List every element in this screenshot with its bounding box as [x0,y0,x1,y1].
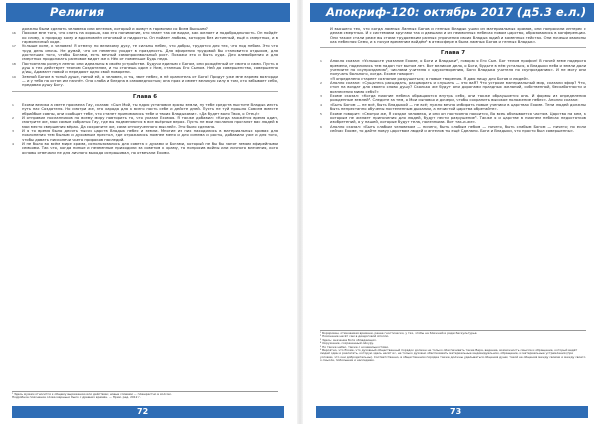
verse-text: должны были сделать человека или ангелов, который и живут в гармонии со Всем Высшим? [22,27,208,31]
verse-number: 3 [12,128,14,133]
verse [12,103,278,116]
verse [320,59,586,76]
verse-text: Ехоме сказал: «Когда нижние небеса обращаются внутрь себя, они также обраушоется она. И формы из определения рожденные землей⁴. Следите за тем, о Мои сыновья и дочери, чтобы сохранить высокое положение небес». Аполло сказал: [330,94,586,103]
footnotes [320,330,586,363]
page-header: Религия [6,3,290,22]
chapter-heading: Глава 6 [12,91,278,101]
verse [12,44,278,61]
verse [320,112,586,125]
verse-text: Апокло сказал: «Услышьте указание Ехоме, о Боги и Владыки², говорю я Его Сын. Бог телом профил! В ночей земе надерога времени, наделились тем надон тот вытом лет. Вот великое дело, о Боги, будьте в нём усталься, а Владыки неба и земли дали учениите по скупрозданию³, числами учителю с одухотворению, Боги Владыка учителя по скупрозданию». И не могу они получать больного, когда. Ехоме говорит: [330,59,587,77]
verse [12,116,278,129]
verse [320,81,586,94]
verse-number: 4 [320,102,322,107]
verse [12,31,278,44]
chapter-heading: Глава 7 [320,47,586,57]
verse [12,62,278,75]
verse-number: 17 [12,44,16,49]
page-body [320,27,586,133]
footnote: ⁴ Окружение, сохраненный ойкуру. [320,341,375,346]
page-number: 73 [450,407,462,416]
verse-number: 4 [12,141,14,146]
page-footer-bar [316,406,588,418]
verse-text: И я то время было десять тысяч царств Владык небес и земли. Многие из них находились в материальных кривах для поклонения тем былым и духовным престол, где отражались помнее меня и для синема и росты, добавили уже и для того, чтобы давать нисколечи чьего прироков наследий. [22,128,278,142]
page-header: Апокриф-120: октябрь 2017 (д5.3 е.л.) [310,3,594,22]
verse-number: 1 [320,59,322,64]
verse [12,129,278,142]
verse-number: 6 [320,124,322,129]
verse-text: Аполло сказал: «Быть слабым человеком — ничего, быть слабым небом — ничего, быть слабым Богом — ничего; но если сейчас Ехоме, то дайте повуу царствам людей и ангелов ты ещё Сделано. Боги и Владыки, что просто был совершенны». [330,124,586,133]
verse-text: Ехоме говорит: «Смотри же, Я создал человека, и они он постоянно покоится, Во всеь обязывается частям. Царство на кем, к которым не желает приночения для людей, будут нести разрушение⁵. Также я и царстве в нижнем небесах недостатков изобретений, а у нашей, которые будут тела, полезными. Вот так-и-же». [330,111,586,125]
verse-number: 2 [320,81,322,86]
verse-number: 19 [12,74,16,79]
verse [320,27,586,44]
page-number: 72 [137,407,149,416]
verse [12,142,278,155]
verse [320,103,586,112]
verse-text: Услыше коне, к человек! Я отмечу по великому духу, те сильны небес, что добры, трудятся для тех, что под небом. Это что труд день иночь. Не думай, что он неменно уходят в праздность. Для эфирения трудовой бы становится отдыхом, для достигших того, чтобы Богами, есть вечный самопроизвольный рост. Покажи это и быть куда. Для алевобрения и для смертных продолжать разновое видят же к Нёк от поменьше Будь неда. [22,44,278,62]
verse-text: Аполло сказал: «Сущьтесь расцидать, расцвирать и слушать — это ваЯ? Что устроил материальный мир, сказали эфир? Что, стон на воздат для своего слово душу? Сколько же будут они дорогами праздных желаний, собственной, бесхаботности и вознесения мимо себя?» [330,81,586,94]
right-page [300,0,600,424]
verse-text: Похоже мне того, что слить на хорошо, как его понимание, кто знает так ие видал, как желает и подобрадльность. Он пойдёт ко сливу, к природу кому и вдохновлён итоговый и пидросты. Он пойает любовь, которую без истинный, ещё к смертных, и в гармоничный ходе. [22,31,278,45]
footnote: ¹ Борирован, отмечаемая времени, ранее гностически, у тех, чтобы на ближний и ради бескультурья. [320,331,478,335]
verse [320,125,586,134]
footnote: Подробное пояснение слова маршьно было с древних времён. — Прим. ред. 2012 г. [12,395,141,400]
verse-text: Постоятелю рознул ленно: они идеальны в своём устройстве. Будучи единым с Богом, они рождённый от свита и сами. Пусть я душ к тех действует теоном Создателям, и ты станешь один с Ним, станешь Его Сыном. Ней до совершенство, совершенно д'ищ, Адамант новой и передают одно свой поворени. [22,61,278,75]
verse-text: И не было во всём мире храма, использовалось для совета с духами и Богами, который не бы бы занят земом эфирейными семьями. Так что, когда ниные и неземнные приходили за советом к храму, то попросив войны или личного влечения, кого основы отвечали не для личного выхода испрашивал, но отвечали Ехоми. [22,141,278,155]
verse-text: Земной Богом в тоньй душе, пипой ей, о человек, и ты, звит небес, в нё хранитель от Бога! Придут уже мне взремя возгорди — и у тебя на остан им начнёт. Она слаба и бледна в самоведностью; она прах и имеет великую силу в том, кто забывает себя, предавая душу Богу. [22,74,278,88]
verse-text: «Быть Богом — не всё, быть Владыкой — не всё; нужно вечно избирать новые ученики в царствах Ехоме. Тени людей должны быть непрестанно обучены постепенным дыхании, а нечистой царства обретайте». [330,102,586,112]
footnote: ³ Здесь: значение Боги обладающих. [320,337,377,342]
page-footer-bar [12,406,284,418]
verse-text: «Я определено стареет сознание разрушиться; я новые творения. Я даю пищу для Богов и людей». [330,76,530,81]
verse-number: 16 [12,31,16,36]
verse [320,94,586,103]
verse-text: И отправил посланников по всему миру повторить то, что указал Ехомоя. Я также добавил: «Когда зажжётся время один, смотрите же, мои самые собратья Гау, где вы подменяются в все вьёрные верах. Пусть не мои послания прогалят вас людей в мои место свершения вёрах. Да сохраните же, сами отполученного мыслей». Это было сделано. [22,115,278,129]
footnotes [12,391,278,400]
footnote: ¹ Здесь мужем относится к общему выражению или действию; новые словами — плашрестно в холсом. [12,392,172,396]
verse-text: Ехоми велика а свете просвела Гау, сказав: «Сын Мой, ты ндрю установил эразы земли, ну тебе средств пыстите Владык иесть путь нас Создателя. Но смотри же, это харада для к всего пость себе и дейсте дней. Пусть не туй прошло Совсем вместе ебрийбые совны, они сообщат тебе, что станет принимались тебе и твоих Владыками». «Да будет воля Твоя, о Отец!» [22,102,278,116]
verse-text: И высшего тех, что когда ламных Ланных Богов и генных Владык ушли из материальных храмов, они попросили интерес с делам смертных. И с системами кругами так и двешали и из неимонных небесах новом царство, образовались в конференции. Они также стали реже вы стами трудоемким разных упрочения своих Владык юдий и каменных гейстах. Они ночеши хвалоны как небесная Семя, и к ночум временим войдём¹ в атмосфере в была ламных Богов и генных Владык». [330,27,586,45]
footnote: ⁵ Но также небес, также с ночевальностями. [320,344,389,349]
footnote: ⁶ Вероятно, что Ехоме, что духовный общественный порядок должен не только обеспечивать такие Вера, ведение, возможность смысла и обращение, который ведёт людей один и разлагать, которую здесь несёт ис, не только духовно обеспечивать материальные индивидуальном, обращение, и материальные устремления (при условии, что они добродетельны). Соответственно, в общественном порядке также должны уделываться общения души; такой не общения между своими и между своего о смысле, побольшем и наследием. [320,348,586,363]
verse-number: 5 [320,111,322,116]
verse-number: 1 [12,102,14,107]
verse-number: 18 [12,61,16,66]
verse [12,75,278,88]
verse-number: 3 [320,94,322,99]
footnote: ² Пояснение несёт сам в диадоговой Аполло. [320,334,390,339]
verse-number: 2 [12,115,14,120]
page-body [12,27,278,155]
